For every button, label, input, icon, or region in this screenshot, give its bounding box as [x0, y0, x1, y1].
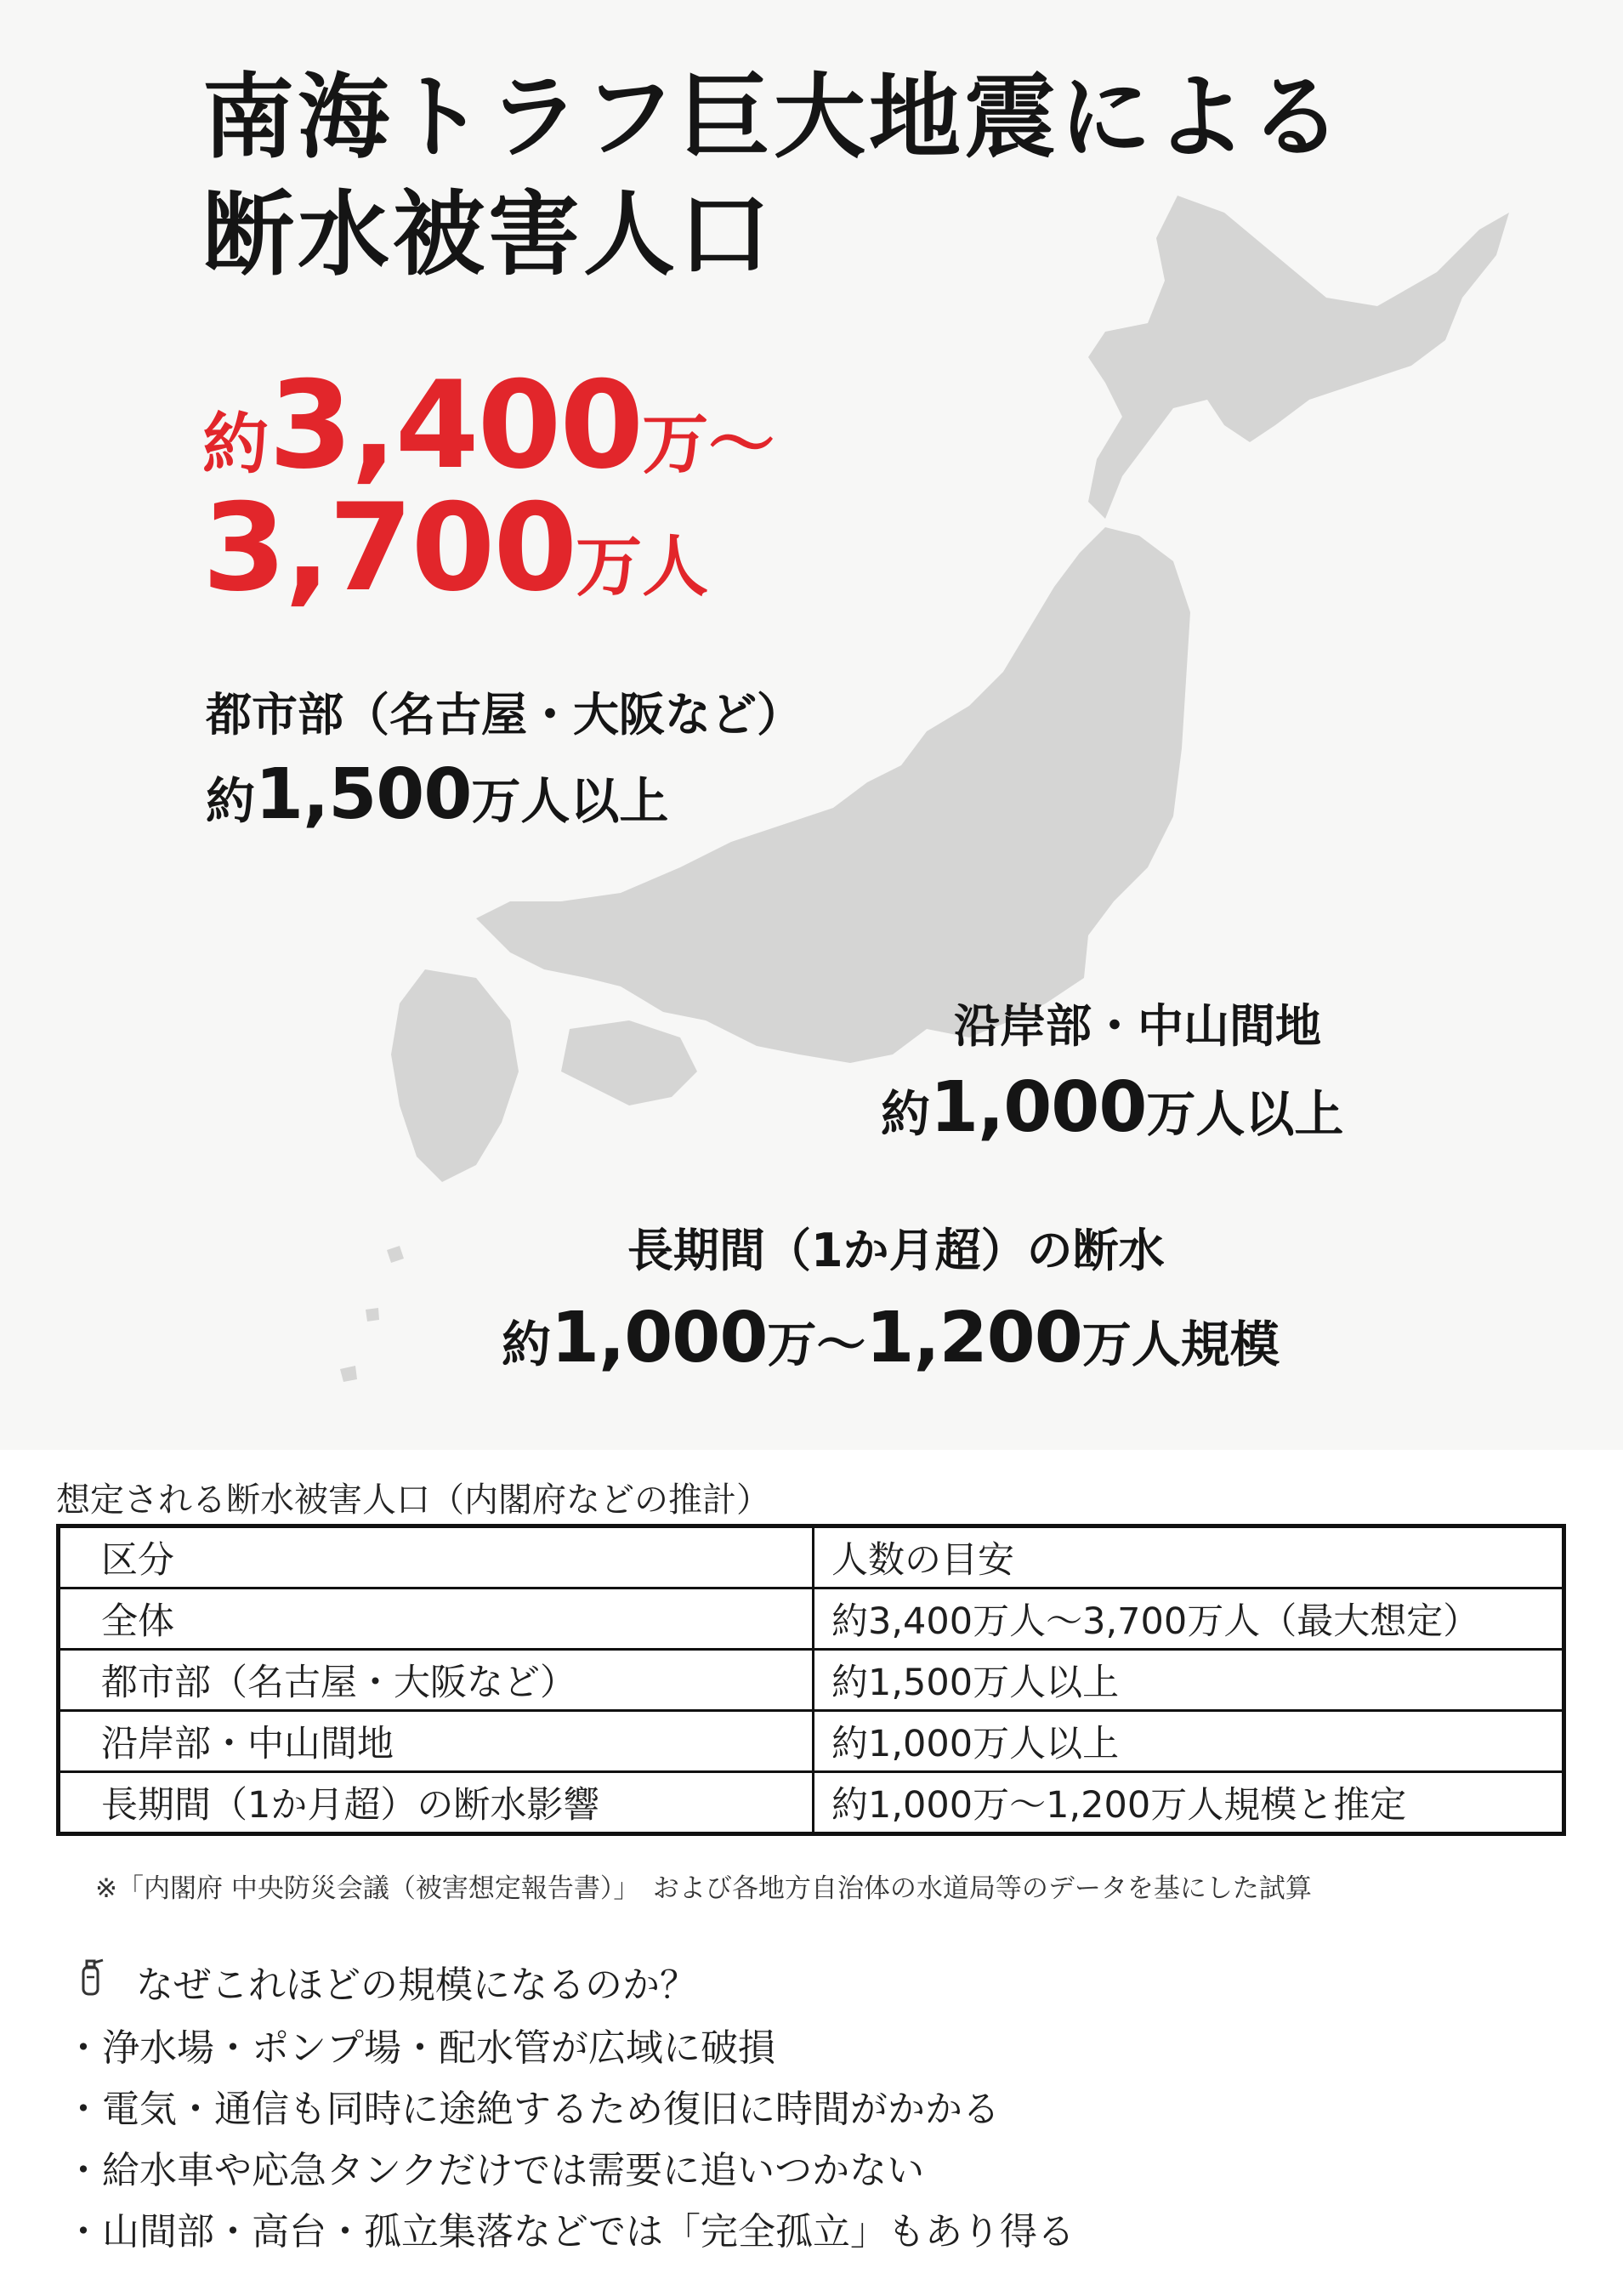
map-southern-islands	[340, 1246, 404, 1382]
table-cell-category: 沿岸部・中山間地	[59, 1711, 814, 1772]
table-caption: 想定される断水被害人口（内閣府などの推計）	[56, 1480, 770, 1520]
coastal-value	[881, 1067, 1344, 1148]
table-cell-estimate: 約1,500万人以上	[814, 1650, 1564, 1711]
table-cell-category: 全体	[59, 1588, 814, 1650]
total-unit-end: 万人	[576, 529, 709, 605]
table-cell-category: 長期間（1か月超）の断水影響	[59, 1772, 814, 1834]
urban-suffix: 万人以上	[471, 772, 669, 830]
table-row	[59, 1588, 1564, 1650]
table-cell-category: 都市部（名古屋・大阪など）	[59, 1650, 814, 1711]
reason-item: ・山間部・高台・孤立集落などでは「完全孤立」もあり得る	[65, 2210, 1075, 2253]
total-range-end: 3,700	[202, 478, 576, 618]
fire-extinguisher-icon	[77, 1957, 105, 1996]
table-row	[59, 1711, 1564, 1772]
title-line-2: 断水被害人口	[202, 182, 775, 288]
coastal-number: 1,000	[930, 1067, 1147, 1148]
longterm-label: 長期間（1か月超）の断水	[627, 1224, 1165, 1277]
map-hokkaido	[1088, 196, 1509, 519]
longterm-number-1: 1,000	[551, 1298, 768, 1378]
table-row	[59, 1772, 1564, 1834]
total-range-line-2	[202, 478, 709, 618]
total-prefix: 約	[202, 406, 270, 483]
coastal-prefix: 約	[881, 1085, 931, 1143]
map-shikoku	[561, 1020, 697, 1105]
table-header-estimate: 人数の目安	[814, 1526, 1564, 1588]
longterm-prefix: 約	[502, 1316, 552, 1373]
map-kyushu	[391, 969, 519, 1182]
urban-prefix: 約	[206, 772, 256, 830]
table-header-category: 区分	[59, 1526, 814, 1588]
coastal-label: 沿岸部・中山間地	[954, 999, 1321, 1053]
reason-item: ・電気・通信も同時に途絶するため復旧に時間がかかる	[65, 2088, 1000, 2131]
reason-item: ・給水車や応急タンクだけでは需要に追いつかない	[65, 2149, 925, 2192]
reason-item: ・浄水場・ポンプ場・配水管が広域に破損	[65, 2026, 775, 2070]
table-cell-estimate: 約3,400万人～3,700万人（最大想定）	[814, 1588, 1564, 1650]
damage-table	[56, 1524, 1566, 1836]
longterm-number-2: 1,200	[865, 1298, 1082, 1378]
total-range-line-1	[202, 355, 775, 496]
longterm-mid: 万～	[767, 1316, 866, 1373]
source-note: ※「内閣府 中央防災会議（被害想定報告書）」 および各地方自治体の水道局等のデータを基にした試算	[95, 1873, 1312, 1904]
longterm-suffix: 万人規模	[1081, 1316, 1280, 1373]
longterm-value	[502, 1298, 1280, 1378]
total-unit-tilde: 万～	[642, 406, 775, 483]
coastal-suffix: 万人以上	[1146, 1085, 1344, 1143]
table-cell-estimate: 約1,000万～1,200万人規模と推定	[814, 1772, 1564, 1834]
table-row	[59, 1650, 1564, 1711]
reasons-title: なぜこれほどの規模になるのか？	[136, 1964, 697, 2007]
table-cell-estimate: 約1,000万人以上	[814, 1711, 1564, 1772]
urban-label: 都市部（名古屋・大阪など）	[206, 688, 803, 742]
urban-value	[206, 754, 669, 835]
title-line-1: 南海トラフ巨大地震による	[202, 65, 1346, 171]
table-header-row	[59, 1526, 1564, 1588]
total-range-start: 3,400	[269, 355, 643, 496]
urban-number: 1,500	[255, 754, 472, 835]
